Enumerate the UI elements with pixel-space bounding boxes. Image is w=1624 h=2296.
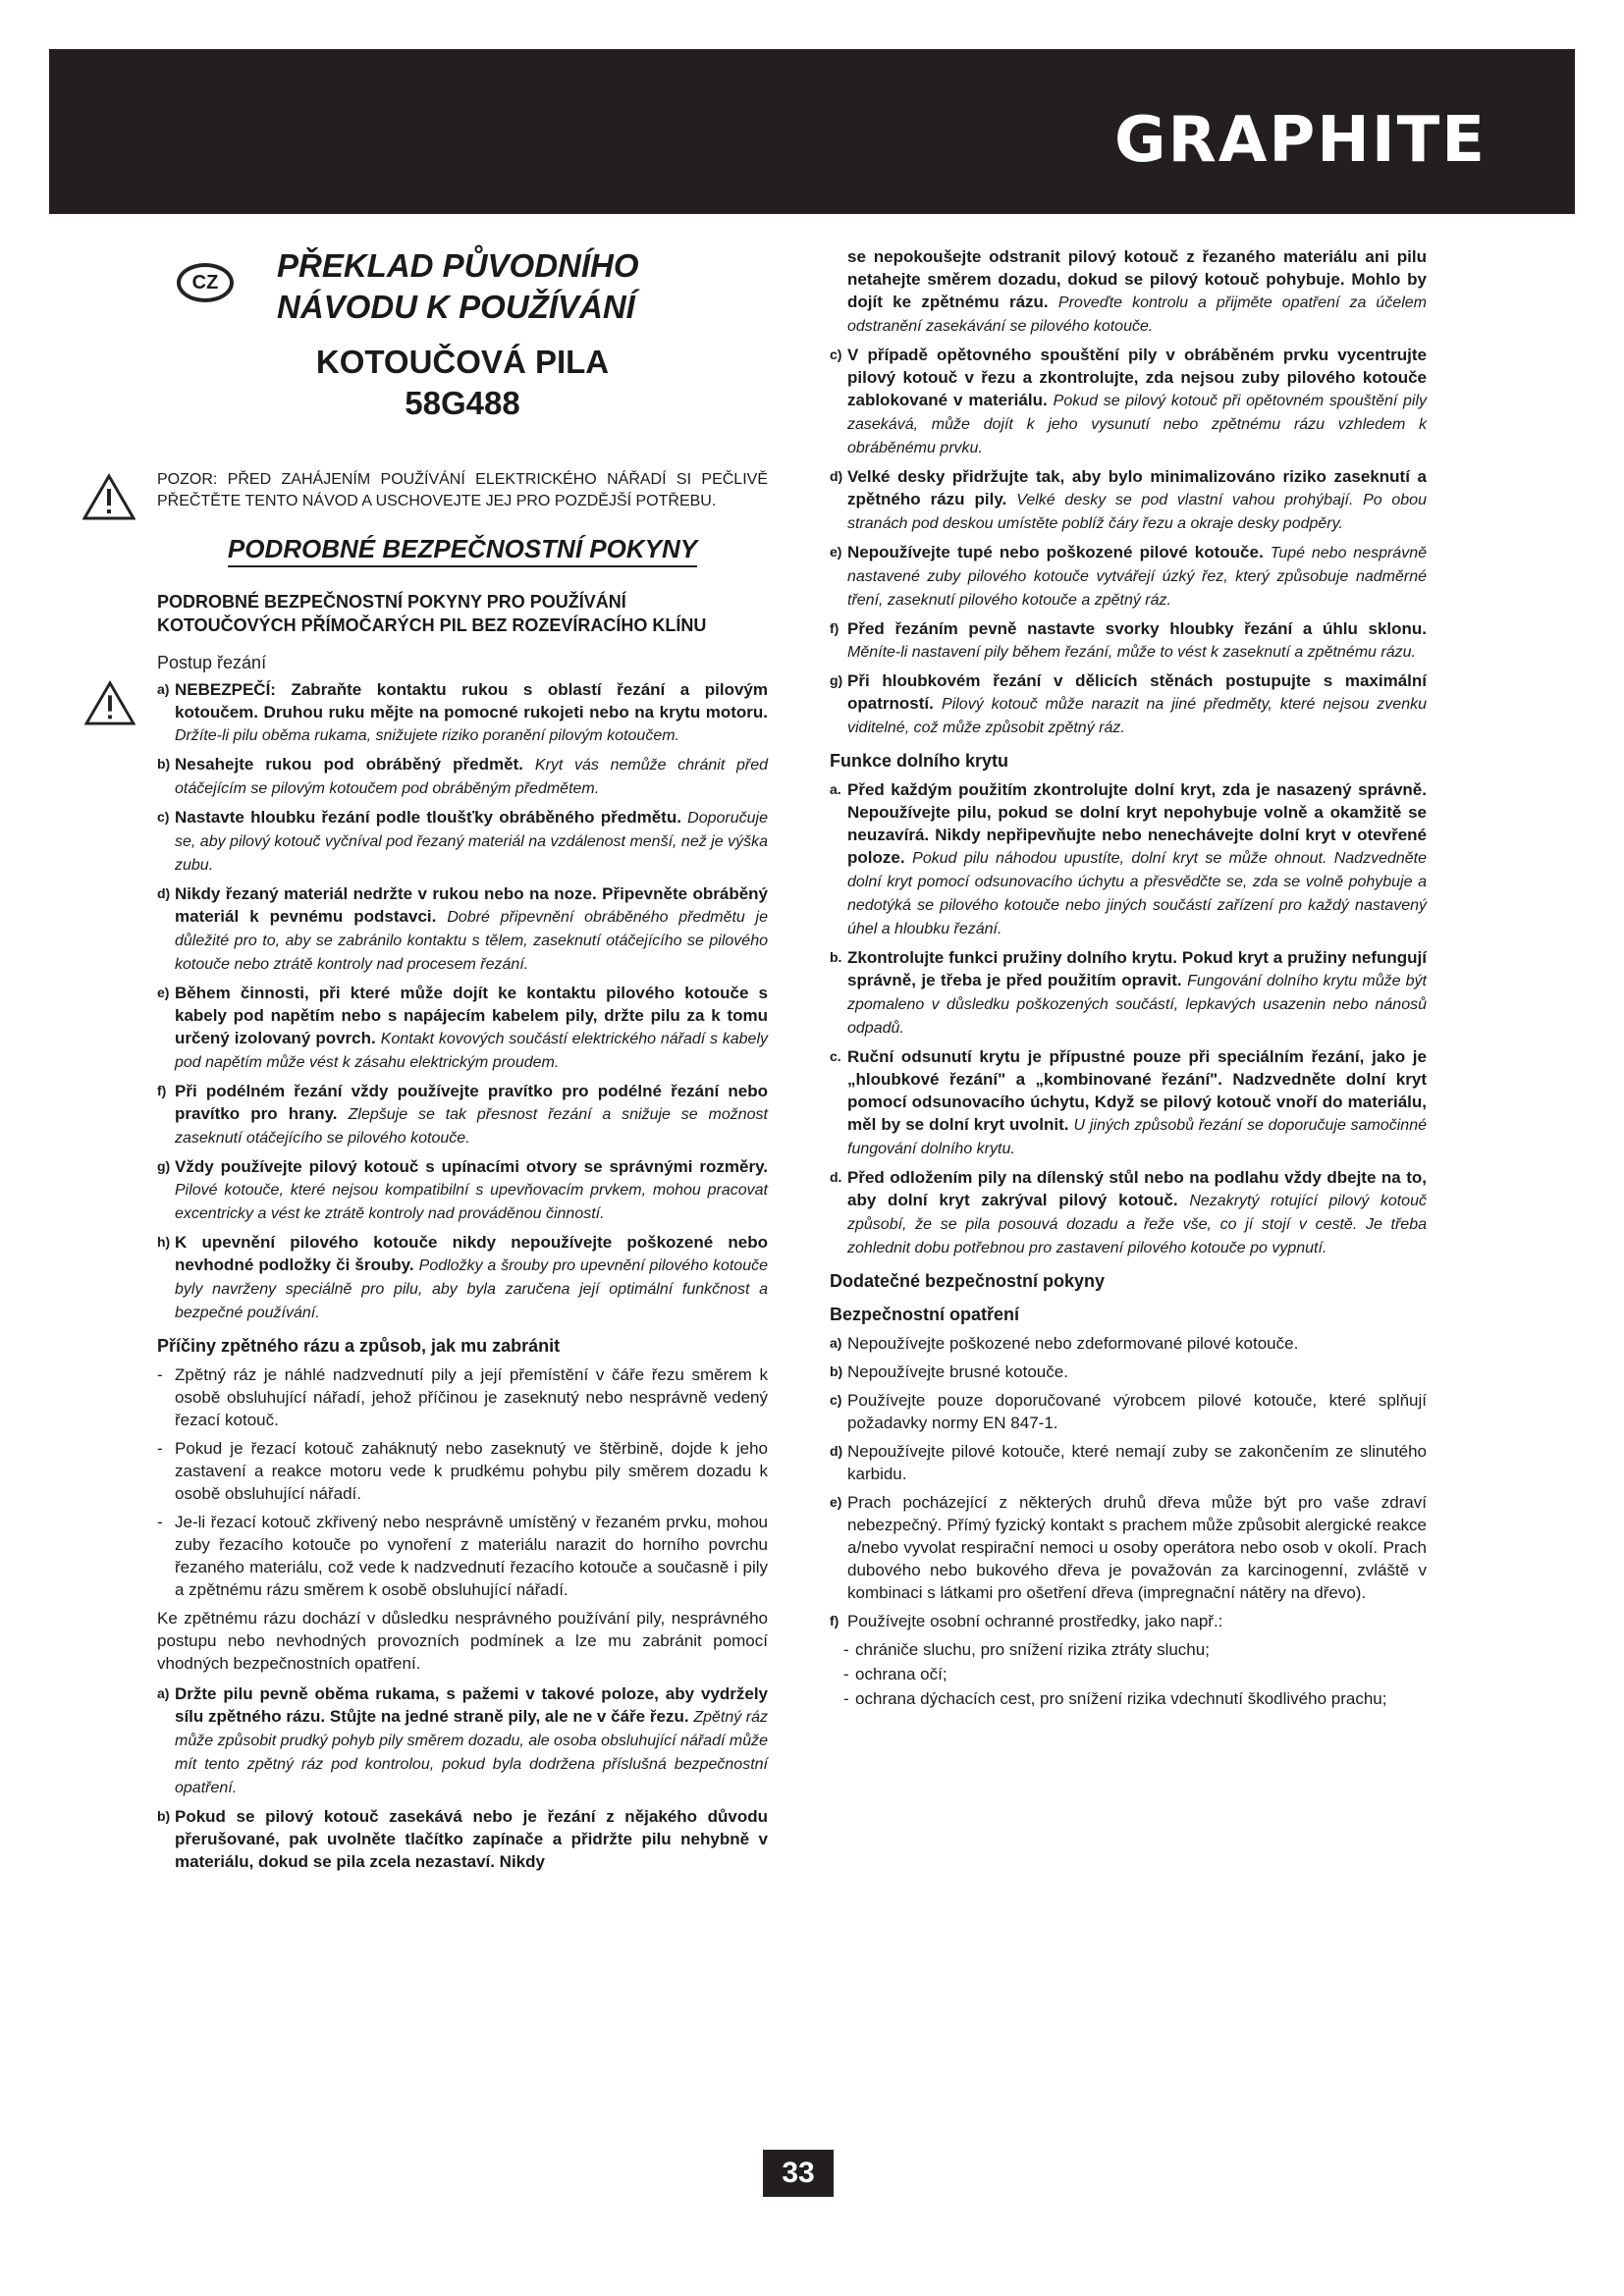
item-marker: c. xyxy=(830,1048,841,1064)
item-bold-text: Před odložením pily na dílenský stůl nebo na podlahu vždy dbejte na to, aby dolní kryt zakrýval pilový kotouč. xyxy=(847,1168,1427,1209)
safety-item xyxy=(830,617,1427,664)
product-name: KOTOUČOVÁ PILA xyxy=(315,344,610,380)
ppe-text: chrániče sluchu, pro snížení rizika ztráty sluchu; xyxy=(855,1640,1210,1659)
safety-item xyxy=(157,753,768,800)
item-marker: f) xyxy=(830,620,839,636)
safety-item xyxy=(830,669,1427,739)
right-kickback-items-list xyxy=(830,344,1427,739)
safety-item xyxy=(830,778,1427,940)
item-bold-text: Velké desky přidržujte tak, aby bylo minimalizováno riziko zaseknutí a zpětného rázu pily. xyxy=(847,467,1427,508)
item-bold-text: NEBEZPEČÍ: Zabraňte kontaktu rukou s oblastí řezání a pilovým kotoučem. Druhou ruku mějte na pomocné rukojeti nebo na krytu motoru. xyxy=(175,680,768,721)
safety-item xyxy=(830,344,1427,459)
continued-item xyxy=(830,245,1427,338)
ppe-text: ochrana očí; xyxy=(855,1665,947,1683)
item-marker: c) xyxy=(830,347,842,362)
item-marker: a) xyxy=(157,1685,170,1701)
item-marker: g) xyxy=(157,1158,171,1174)
item-italic-text: Podložky a šrouby pro upevnění pilového kotouče byly navrženy speciálně pro pilu, aby byla zaručena její optimální funkčnost a bezpečné používání. xyxy=(175,1257,768,1321)
kickback-label: Příčiny zpětného rázu a způsob, jak mu zabránit xyxy=(157,1336,561,1356)
item-italic-text: Pilový kotouč může narazit na jiné předměty, které nejsou zvenku viditelné, což může způsobit zpětný ráz. xyxy=(847,696,1427,736)
title-line-2: NÁVODU K POUŽÍVÁNÍ xyxy=(277,289,635,325)
item-bold-text: Držte pilu pevně oběma rukama, s pažemi v takové poloze, aby vydržely sílu zpětného rázu. Stůjte na jedné straně pily, ale ne v čáře řezu. xyxy=(175,1684,768,1726)
item-italic-text: Velké desky se pod vlastní vahou prohýbají. Po obou stranách pod deskou umístěte poblíž čáry řezu a okraje desky podpěry. xyxy=(847,492,1427,532)
guard-label: Funkce dolního krytu xyxy=(830,751,1009,771)
safety-item xyxy=(830,946,1427,1040)
item-italic-text: Fungování dolního krytu může být zpomaleno v důsledku poškozených součástí, lepkavých usazenin nebo nánosů odpadů. xyxy=(847,973,1427,1037)
safety-item xyxy=(830,541,1427,612)
section-title xyxy=(157,534,768,564)
item-marker: b) xyxy=(830,1363,843,1379)
kickback-dash-item xyxy=(157,1511,768,1601)
kickback-dash-item xyxy=(157,1437,768,1505)
item-marker: a. xyxy=(830,781,841,797)
item-bold-text: Při hloubkovém řezání v dělicích stěnách postupujte s maximální opatrností. xyxy=(847,671,1427,713)
item-marker: c) xyxy=(157,809,170,825)
item-italic-text: Doporučuje se, aby pilový kotouč vyčníval pod řezaný materiál na vzdálenost menší, než je výška zubu. xyxy=(175,810,768,874)
item-marker: d) xyxy=(157,885,171,901)
ppe-list xyxy=(830,1638,1427,1710)
language-badge: CZ xyxy=(177,263,234,302)
item-bold-text: Nikdy řezaný materiál nedržte v rukou nebo na noze. Připevněte obráběný materiál k pevnému podstavci. xyxy=(175,884,768,926)
item-bold-text: Zkontrolujte funkci pružiny dolního krytu. Pokud kryt a pružiny nefungují správně, je třeba je před použitím opravit. xyxy=(847,948,1427,989)
measure-item xyxy=(830,1610,1427,1632)
item-marker: e) xyxy=(830,1494,842,1510)
item-bold-text: Nastavte hloubku řezání podle tloušťky obráběného předmětu. xyxy=(175,808,681,827)
left-column xyxy=(157,245,768,1879)
extra-safety-label: Dodatečné bezpečnostní pokyny xyxy=(830,1271,1106,1291)
item-italic-text: Měníte-li nastavení pily během řezání, může to vést k zaseknutí a zpětnému rázu. xyxy=(847,644,1416,661)
item-marker: f) xyxy=(830,1613,839,1629)
ppe-item xyxy=(830,1663,1427,1685)
product-code: 58G488 xyxy=(405,385,520,421)
dash-marker: - xyxy=(157,1513,163,1531)
title-line-1: PŘEKLAD PŮVODNÍHO xyxy=(277,247,639,284)
safety-item xyxy=(157,882,768,976)
safety-item xyxy=(157,1155,768,1225)
measure-item xyxy=(830,1389,1427,1434)
measure-text: Nepoužívejte brusné kotouče. xyxy=(847,1362,1068,1381)
measure-text: Používejte osobní ochranné prostředky, jako např.: xyxy=(847,1612,1223,1630)
document-title xyxy=(277,245,689,328)
item-marker: h) xyxy=(157,1234,171,1250)
item-marker: a) xyxy=(157,681,170,697)
left-subheading: PODROBNÉ BEZPEČNOSTNÍ POKYNY PRO POUŽÍVÁNÍ KOTOUČOVÝCH PŘÍMOČARÝCH PIL BEZ ROZEVÍRACÍHO KLÍNU xyxy=(157,592,707,635)
ppe-item xyxy=(830,1687,1427,1710)
safety-item xyxy=(157,1682,768,1799)
header-band xyxy=(49,49,1575,214)
cutting-items-list xyxy=(157,678,768,1324)
item-italic-text: U jiných způsobů řezání se doporučuje samočinné fungování dolního krytu. xyxy=(847,1117,1427,1157)
continued-italic: Proveďte kontrolu a přijměte opatření za účelem odstranění zasekávání se pilového kotouče. xyxy=(847,294,1427,335)
measure-item xyxy=(830,1361,1427,1383)
safety-item xyxy=(830,1166,1427,1259)
measures-list xyxy=(830,1332,1427,1632)
continued-bold: se nepokoušejte odstranit pilový kotouč z řezaného materiálu ani pilu netahejte směrem dozadu, dokud se pilový kotouč pohybuje. Mohlo by dojít ke zpětnému rázu. xyxy=(847,247,1427,311)
item-italic-text: Zpětný ráz může způsobit prudký pohyb pily směrem dozadu, ale osoba obsluhující nářadí může mít tento zpětný ráz pod kontrolou, pokud byla dodržena příslušná bezpečnostní opatření. xyxy=(175,1709,768,1796)
measure-text: Používejte pouze doporučované výrobcem pilové kotouče, které splňují požadavky normy EN 847-1. xyxy=(847,1391,1427,1432)
item-bold-text: Nesahejte rukou pod obráběný předmět. xyxy=(175,755,523,774)
item-marker: c) xyxy=(830,1392,842,1408)
dash-text: Pokud je řezací kotouč zaháknutý nebo zaseknutý ve štěrbině, dojde k jeho zastavení a reakce motoru vede k prudkému pohybu pily směrem dozadu k osobě obsluhující nářadí. xyxy=(175,1439,768,1503)
item-italic-text: Nezakrytý rotující pilový kotouč způsobí, že se pila posouvá dozadu a řeže vše, co jí stojí v cestě. Je třeba zohlednit dobu potřebnou pro zastavení pilového kotouče po vypnutí. xyxy=(847,1193,1427,1256)
dash-marker: - xyxy=(157,1365,163,1384)
item-marker: d) xyxy=(830,468,843,484)
ppe-text: ochrana dýchacích cest, pro snížení rizika vdechnutí škodlivého prachu; xyxy=(855,1689,1387,1708)
item-italic-text: Držíte-li pilu oběma rukama, snižujete riziko poranění pilovým kotoučem. xyxy=(175,727,679,744)
caution-text: POZOR: PŘED ZAHÁJENÍM POUŽÍVÁNÍ ELEKTRICKÉHO NÁŘADÍ SI PEČLIVĚ PŘEČTĚTE TENTO NÁVOD A USCHOVEJTE JEJ PRO POZDĚJŠÍ POTŘEBU. xyxy=(157,471,768,509)
dash-text: Zpětný ráz je náhlé nadzvednutí pily a její přemístění v čáře řezu směrem k osobě obsluhující nářadí, jehož příčinou je zaseknutý nebo nesprávně vedený řezací kotouč. xyxy=(175,1365,768,1429)
item-italic-text: Zlepšuje se tak přesnost řezání a snižuje se možnost zaseknutí otáčejícího se pilového kotouče. xyxy=(175,1106,768,1147)
dash-marker: - xyxy=(157,1439,163,1458)
item-bold-text: Během činnosti, při které může dojít ke kontaktu pilového kotouče s kabely pod napětím nebo s napájecím kabelem pily, držte pilu za k tomu určený izolovaný povrch. xyxy=(175,984,768,1047)
item-bold-text: Pokud se pilový kotouč zasekává nebo je řezání z nějakého důvodu přerušované, pak uvolněte tlačítko zapínače a přidržte pilu nehybně v materiálu, dokud se pila zcela nezastaví. Nikdy xyxy=(175,1807,768,1871)
safety-item xyxy=(157,982,768,1074)
kickback-dash-item xyxy=(157,1363,768,1431)
item-bold-text: Vždy používejte pilový kotouč s upínacími otvory se správnými rozměry. xyxy=(175,1157,768,1176)
caution-block xyxy=(157,469,768,512)
brand-logo: GRAPHITE xyxy=(1114,104,1487,177)
safety-item xyxy=(830,465,1427,535)
safety-item xyxy=(157,1231,768,1324)
title-block xyxy=(157,245,768,469)
kickback-dash-list xyxy=(157,1363,768,1601)
dash-marker: - xyxy=(843,1689,849,1708)
measure-item xyxy=(830,1440,1427,1485)
item-marker: b) xyxy=(157,1808,171,1824)
right-column xyxy=(830,245,1427,1712)
item-marker: e) xyxy=(157,985,170,1000)
section-title-text: PODROBNÉ BEZPEČNOSTNÍ POKYNY xyxy=(228,534,697,567)
safety-item xyxy=(157,1805,768,1873)
dash-marker: - xyxy=(843,1665,849,1683)
kickback-paragraph: Ke zpětnému rázu dochází v důsledku nesprávného používání pily, nesprávného postupu nebo nevhodných provozních podmínek a lze mu zabránit pomocí vhodných bezpečnostních opatření. xyxy=(157,1609,768,1673)
kickback-items-list xyxy=(157,1682,768,1873)
page-number: 33 xyxy=(763,2150,834,2197)
warning-triangle-icon xyxy=(82,473,135,520)
measure-text: Prach pocházející z některých druhů dřeva může být pro vaše zdraví nebezpečný. Přímý fyzický kontakt s prachem může způsobit alergické reakce a/nebo vyvolat respirační nemoci u osoby operátora nebo osob v okolí. Prach dubového nebo bukového dřeva je považován za karcinogenní, zvláště v kombinaci s látkami pro ošetření dřeva (impregnační nátěry na dřevo). xyxy=(847,1493,1427,1602)
item-bold-text: K upevnění pilového kotouče nikdy nepoužívejte poškozené nebo nevhodné podložky či šrouby. xyxy=(175,1233,768,1274)
item-bold-text: Před každým použitím zkontrolujte dolní kryt, zda je nasazený správně. Nepoužívejte pilu, pokud se dolní kryt nepohybuje volně a okamžitě se neuzavírá. Nikdy nepřipevňujte nebo nenechávejte dolní kryt v otevřené poloze. xyxy=(847,780,1427,867)
measure-item xyxy=(830,1332,1427,1355)
item-italic-text: Tupé nebo nesprávně nastavené zuby pilového kotouče vytvářejí úzký řez, který způsobuje nadměrné tření, zaseknutí pilového kotouče a zpětný ráz. xyxy=(847,545,1427,609)
item-marker: b. xyxy=(830,949,842,965)
item-marker: b) xyxy=(157,756,171,772)
item-marker: e) xyxy=(830,544,842,560)
item-italic-text: Pokud se pilový kotouč při opětovném spouštění pily zasekává, může dojít k jeho vysunutí nebo zpětnému rázu vzhledem k obráběnému prvku. xyxy=(847,393,1427,456)
item-marker: g) xyxy=(830,672,843,688)
item-italic-text: Dobré připevnění obráběného předmětu je důležité pro to, aby se zabránilo kontaktu s tělem, zaseknutí otáčejícího se pilového kotouče nebo ztrátě kontroly nad procesem řezání. xyxy=(175,909,768,973)
measure-item xyxy=(830,1491,1427,1604)
item-bold-text: V případě opětovného spouštění pily v obráběném prvku vycentrujte pilový kotouč v řezu a zkontrolujte, zda nejsou zuby pilového kotouče zablokované v materiálu. xyxy=(847,346,1427,409)
item-marker: d) xyxy=(830,1443,843,1459)
item-marker: f) xyxy=(157,1083,167,1098)
ppe-item xyxy=(830,1638,1427,1661)
warning-triangle-icon xyxy=(84,680,135,725)
item-marker: d. xyxy=(830,1169,842,1185)
item-bold-text: Před řezáním pevně nastavte svorky hloubky řezání a úhlu sklonu. xyxy=(847,619,1427,638)
safety-item xyxy=(157,806,768,877)
item-bold-text: Nepoužívejte tupé nebo poškozené pilové kotouče. xyxy=(847,543,1264,561)
safety-item xyxy=(157,1080,768,1149)
measure-text: Nepoužívejte poškozené nebo zdeformované pilové kotouče. xyxy=(847,1334,1299,1353)
dash-text: Je-li řezací kotouč zkřivený nebo nesprávně umístěný v řezaném prvku, mohou zuby řezacího kotouče po vynoření z materiálu narazit do horního povrchu řezaného materiálu, což vede k nadzvednutí řezacího kotouče a současně i pily a zpětnému rázu směrem k osobě obsluhující nářadí. xyxy=(175,1513,768,1599)
item-italic-text: Pilové kotouče, které nejsou kompatibilní s upevňovacím prvkem, mohou pracovat excentricky a vést ke ztrátě kontroly nad prováděnou činností. xyxy=(175,1182,768,1222)
safety-item xyxy=(157,678,768,747)
measure-text: Nepoužívejte pilové kotouče, které nemají zuby se zakončením ze slinutého karbidu. xyxy=(847,1442,1427,1483)
item-marker: a) xyxy=(830,1335,842,1351)
measures-label: Bezpečnostní opatření xyxy=(830,1305,1020,1324)
item-italic-text: Kryt vás nemůže chránit před otáčejícím se pilovým kotoučem pod obráběným předmětem. xyxy=(175,757,768,797)
item-italic-text: Pokud pilu náhodou upustíte, dolní kryt se může ohnout. Nadzvedněte dolní kryt pomocí odsunovacího úchytu a přesvědčte se, zda se volně pohybuje a nedotýká se pilového kotouče nebo jiných součástí zařízení pro každý nastavený úhel a hloubku řezání. xyxy=(847,850,1427,937)
guard-items-list xyxy=(830,778,1427,1259)
safety-item xyxy=(830,1045,1427,1160)
item-italic-text: Kontakt kovových součástí elektrického nářadí s kabely pod napětím může vést k zásahu elektrickým proudem. xyxy=(175,1031,768,1071)
dash-marker: - xyxy=(843,1640,849,1659)
item-bold-text: Při podélném řezání vždy používejte pravítko pro podélné řezání nebo pravítko pro hrany. xyxy=(175,1082,768,1123)
cutting-label: Postup řezání xyxy=(157,653,267,672)
item-bold-text: Ruční odsunutí krytu je přípustné pouze při speciálním řezání, jako je „hloubkové řezání" a „kombinované řezání". Nadzvedněte dolní kryt pomocí odsunovacího úchytu, Když se pilový kotouč vnoří do materiálu, měl by se dolní kryt uvolnit. xyxy=(847,1047,1427,1134)
